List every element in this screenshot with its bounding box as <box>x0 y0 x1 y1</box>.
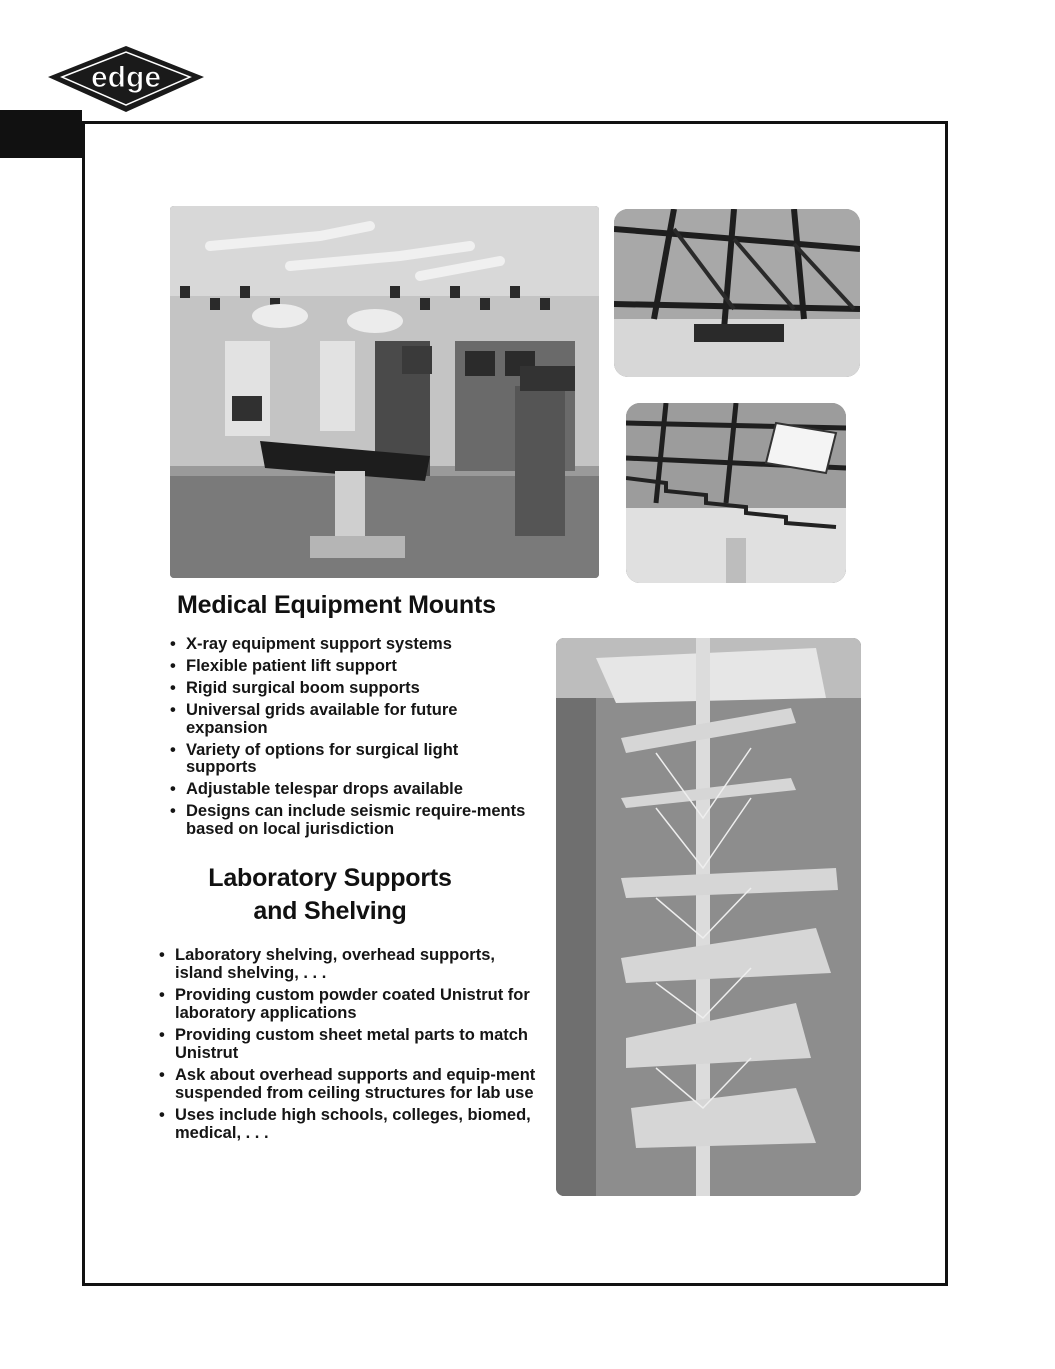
list-item: • Variety of options for surgical light supports <box>170 742 530 777</box>
list-item: • X-ray equipment support systems <box>170 636 530 654</box>
logo-text: edge <box>90 61 162 94</box>
lab-feature-list <box>159 947 539 1147</box>
list-item: • Flexible patient lift support <box>170 658 530 676</box>
list-item: • Laboratory shelving, overhead supports, island shelving, . . . <box>159 947 539 982</box>
list-item: • Rigid surgical boom supports <box>170 680 530 698</box>
operating-room-photo <box>170 206 599 578</box>
ceiling-structure-photo-2 <box>626 403 846 583</box>
medical-feature-list <box>170 636 530 843</box>
lab-section-title <box>180 862 480 928</box>
lab-shelving-photo <box>556 638 861 1196</box>
lab-title-line-1: Laboratory Supports <box>208 864 452 892</box>
list-item: • Uses include high schools, colleges, biomed, medical, . . . <box>159 1107 539 1142</box>
list-item: • Adjustable telespar drops available <box>170 781 530 799</box>
list-item: • Ask about overhead supports and equip-ment suspended from ceiling structures for lab use <box>159 1067 539 1102</box>
edge-logo <box>48 44 204 114</box>
list-item: • Providing custom sheet metal parts to match Unistrut <box>159 1027 539 1062</box>
lab-title-line-2: and Shelving <box>253 897 407 925</box>
medical-section-title: Medical Equipment Mounts <box>177 591 496 619</box>
list-item: • Providing custom powder coated Unistrut for laboratory applications <box>159 987 539 1022</box>
page-tab-marker <box>0 110 82 158</box>
list-item: • Designs can include seismic require-ments based on local jurisdiction <box>170 803 530 838</box>
list-item: • Universal grids available for future expansion <box>170 702 530 737</box>
ceiling-structure-photo-1 <box>614 209 860 377</box>
